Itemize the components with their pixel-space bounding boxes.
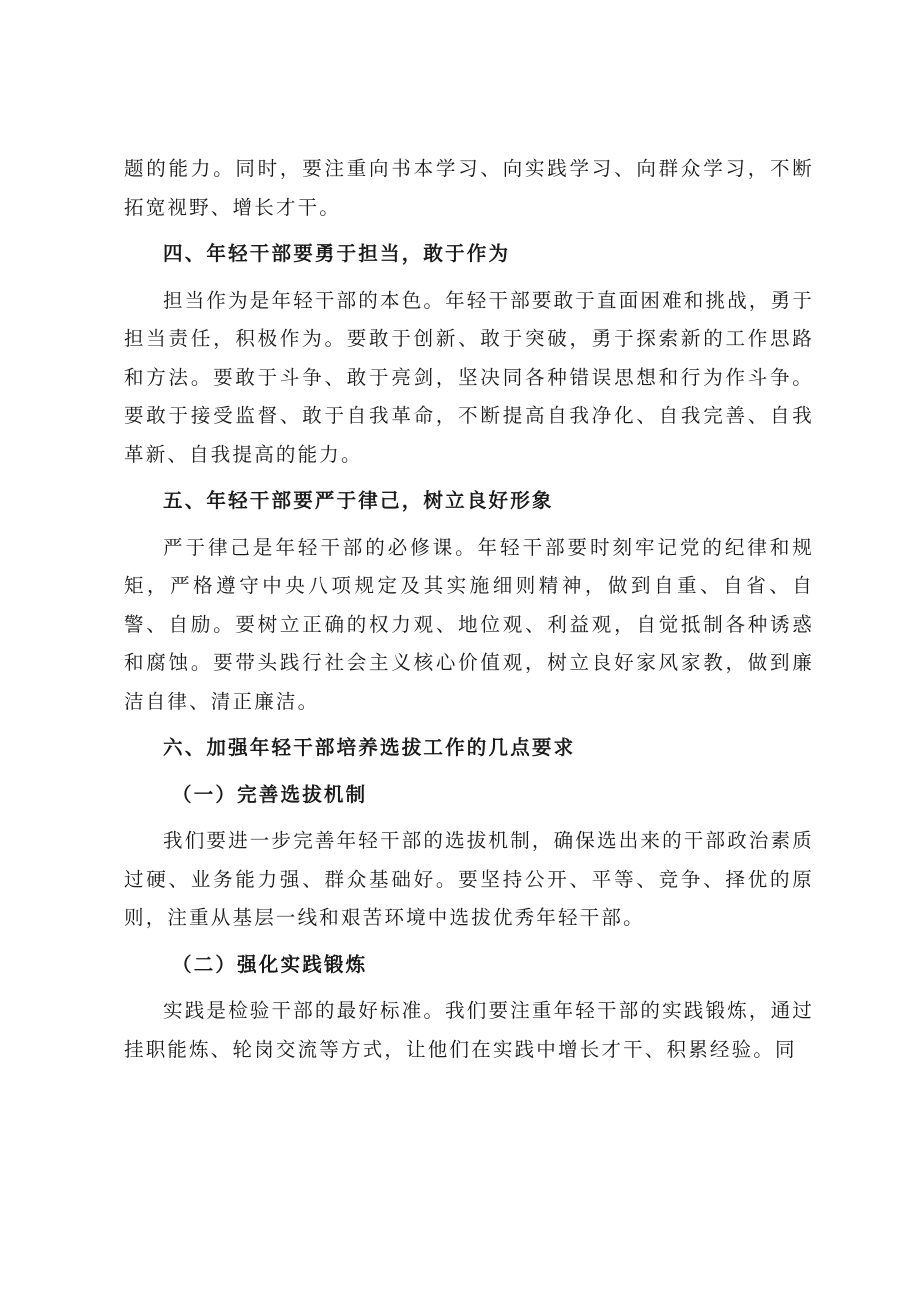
paragraph: 我们要进一步完善年轻干部的选拔机制，确保选出来的干部政治素质过硬、业务能力强、群众基础好。要坚持公开、平等、竞争、择优的原则，注重从基层一线和艰苦环境中选拔优秀年轻干部。 [124, 829, 815, 929]
subsection-heading-1: （一）完善选拔机制 [172, 782, 368, 806]
subsection-heading-2: （二）强化实践锻炼 [172, 952, 368, 976]
section-heading-5: 五、年轻干部要严于律己，树立良好形象 [163, 489, 554, 512]
paragraph: 实践是检验干部的最好标准。我们要注重年轻干部的实践锻炼，通过挂职能炼、轮岗交流等方式，让他们在实践中增长才干、积累经验。同 [124, 999, 815, 1061]
section-heading-4: 四、年轻干部要勇于担当，敢于作为 [163, 242, 511, 265]
paragraph: 担当作为是年轻干部的本色。年轻干部要敢于直面困难和挑战，勇于担当责任，积极作为。要敢于创新、敢于突破，勇于探索新的工作思路和方法。要敢于斗争、敢于亮剑，坚决同各种错误思想和行为作斗争。要敢于接受监督、敢于自我革命，不断提高自我净化、自我完善、自我革新、自我提高的能力。 [124, 288, 815, 466]
document-body [124, 150, 814, 1077]
paragraph-continued: 题的能力。同时，要注重向书本学习、向实践学习、向群众学习，不断拓宽视野、增长才干。 [124, 157, 814, 219]
section-heading-6: 六、加强年轻干部培养选拔工作的几点要求 [163, 736, 576, 759]
paragraph: 严于律己是年轻干部的必修课。年轻干部要时刻牢记党的纪律和规矩，严格遵守中央八项规定及其实施细则精神，做到自重、自省、自警、自励。要树立正确的权力观、地位观、利益观，自觉抵制各种诱惑和腐蚀。要带头践行社会主义核心价值观，树立良好家风家教，做到廉洁自律、清正廉洁。 [124, 535, 814, 713]
